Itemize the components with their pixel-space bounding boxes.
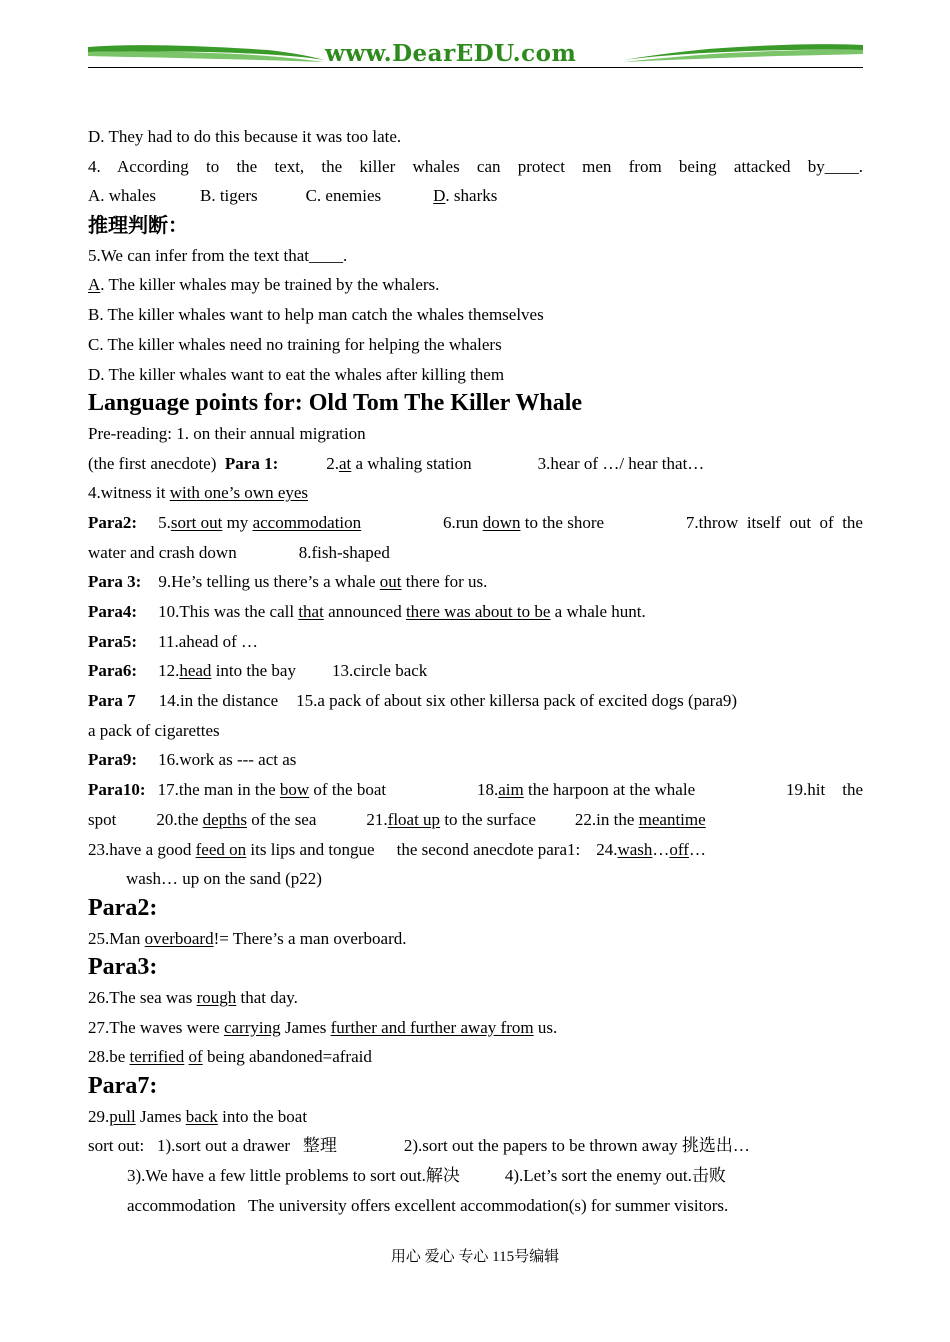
item28-underlined-2: of [188,1047,203,1067]
section-heading-para3: Para3: [88,954,158,981]
q4-option-d: . sharks [445,186,498,206]
item6-rest: to the shore [520,512,605,532]
item24-end: … [688,839,706,859]
item25 [88,924,863,954]
item4-text: 4.witness it [88,483,170,503]
item7: 7.throw itself out of the [685,512,863,532]
item29-num: 29. [88,1106,110,1126]
item29-mid: James [135,1106,186,1126]
item27-text: 27.The waves were [88,1017,224,1037]
lp-item4 [88,478,863,508]
item18-num: 18. [477,780,499,800]
item24-underlined-2: off [669,839,689,859]
item15-example: a pack of excited dogs (para9) [531,691,738,711]
q5-stem: 5.We can infer from the text that____. [88,245,348,265]
item26-rest: that day. [236,987,298,1007]
item25-underlined: overboard [144,928,214,948]
q4-option-b: B. tigers [199,186,258,206]
first-anecdote-label: (the first anecdote) [88,453,217,473]
item17-rest: of the boat [309,780,387,800]
lp-para2-line [88,508,863,538]
para10-label: Para10: [88,780,146,800]
page-header [88,38,863,72]
para9-label: Para9: [88,750,138,770]
q5-option-b: B. The killer whales want to help man catch the whales themselves [88,305,544,325]
q4-option-a: A. whales [88,186,156,206]
item5-mid: my [222,512,253,532]
item12-num: 12. [158,661,180,681]
para1-label: Para 1: [224,453,279,473]
lp-para10-line [88,775,863,805]
q4-stem: 4. According to the text, the killer whales can protect men from being attacked by____. [88,156,863,176]
lp-para6-line [88,656,863,686]
item28-underlined-1: terrified [129,1047,185,1067]
item9-underlined: out [379,572,402,592]
lp-para2-left [88,508,361,538]
lp-para2-cont [88,538,863,568]
item2-num: 2. [326,453,339,473]
item21-num: 21. [366,809,388,829]
item23-rest: its lips and tongue [246,839,375,859]
item20-rest: of the sea [247,809,317,829]
lp-pre-reading: Pre-reading: 1. on their annual migration [88,423,366,443]
item6-text: 6.run [443,512,483,532]
item27-mid: James [280,1017,331,1037]
para3-label: Para 3: [88,572,142,592]
lp-para1-line [88,449,863,479]
item16: 16.work as --- act as [158,750,297,770]
section-heading-inference: 推理判断： [88,213,188,238]
lp-para10-cont [88,805,863,835]
item20-text: 20.the [156,809,203,829]
second-anecdote-label: the second anecdote para1: [396,839,581,859]
item5-underlined-1: sort out [170,512,223,532]
accommodation-example: accommodation The university offers excellent accommodation(s) for summer visitors. [127,1195,729,1215]
item4-underlined: with one’s own eyes [169,483,309,503]
lp-item18 [477,775,695,805]
item17-underlined: bow [279,780,310,800]
lp-para5-line [88,627,863,657]
site-logo-text[interactable]: www.DearEDU.com [325,40,577,67]
q5-answer-letter: A [88,275,101,295]
item20-underlined: depths [202,809,248,829]
lp-item23-line [88,835,863,865]
item28-rest: being abandoned=afraid [202,1047,372,1067]
page-footer: 用心 爱心 专心 115号编辑 [390,1249,560,1265]
sort-out-example-1: sort out: 1).sort out a drawer 整理 [88,1136,337,1156]
item24-num: 24. [596,839,618,859]
item17-text: 17.the man in the [157,780,280,800]
item9-rest: there for us. [401,572,488,592]
sort-out-example-2: 2).sort out the papers to be thrown away 挑选出… [403,1136,750,1156]
item3: 3.hear of …/ hear that… [537,453,705,473]
item2-underlined: at [338,453,352,473]
item23-text: 23.have a good [88,839,196,859]
para6-label: Para6: [88,661,138,681]
sort-out-example-4: 4).Let’s sort the enemy out.击败 [504,1166,726,1186]
item22-underlined: meantime [638,809,706,829]
q5-option-c: C. The killer whales need no training for helping the whalers [88,334,502,354]
sort-out-example-3: 3).We have a few little problems to sort out.解决 [127,1166,460,1186]
item10-rest: a whale hunt. [550,602,646,621]
q4-options [88,181,863,211]
lp-para3-line [88,567,863,597]
item28 [88,1042,863,1072]
item29 [88,1102,863,1132]
item29-rest: into the boat [217,1106,308,1126]
q4-option-c: C. enemies [305,186,382,206]
lp-para9-line [88,745,863,775]
q4-answer-letter: D [433,186,446,206]
item19: 19.hit the [786,780,863,800]
q3-option-d: D. They had to do this because it was too late. [88,127,402,146]
item15: 15.a pack of about six other killers [296,691,532,711]
item26 [88,983,863,1013]
q5-option-d: D. The killer whales want to eat the whales after killing them [88,364,505,384]
item18-rest: the harpoon at the whale [523,780,696,800]
item10-text: 10.This was the call [158,602,299,621]
para4-label: Para4: [88,602,138,621]
item27-underlined-2: further and further away from [330,1017,534,1037]
item23-underlined: feed on [195,839,247,859]
item10-underlined-1: that [298,602,324,621]
item29-underlined-1: pull [109,1106,136,1126]
item10-underlined-2: there was about to be [405,602,551,621]
para5-label: Para5: [88,631,138,651]
section-heading-para7: Para7: [88,1073,158,1099]
item26-text: 26.The sea was [88,987,197,1007]
item26-underlined: rough [196,987,237,1007]
item12-rest: into the bay [211,661,296,681]
item5-underlined-2: accommodation [252,512,362,532]
lp-para4-line [88,597,863,627]
item24-underlined-1: wash [617,839,653,859]
document-body [88,122,863,1220]
item27-rest: us. [533,1017,558,1037]
item25-text: 25.Man [88,928,145,948]
item10-mid: announced [323,602,406,621]
item24-mid: … [652,839,670,859]
item21-underlined: float up [387,809,441,829]
item28-text: 28.be [88,1047,130,1067]
item21-rest: to the surface [440,809,536,829]
item19-continued: spot [88,809,117,829]
item7-continued: water and crash down [88,542,237,562]
lp-para7-cont: a pack of cigarettes [88,720,220,740]
lp-item24-cont: wash… up on the sand (p22) [126,869,322,889]
para2-label: Para2: [88,512,138,532]
language-points-title: Language points for: Old Tom The Killer Whale [88,390,583,417]
item29-underlined-2: back [185,1106,218,1126]
item2-rest: a whaling station [351,453,472,473]
item12-underlined: head [179,661,212,681]
item11: 11.ahead of … [158,631,259,651]
item25-rest: != There’s a man overboard. [213,928,407,948]
header-rule [88,67,863,68]
item5-num: 5. [158,512,171,532]
q5-option-a [88,270,863,300]
item6-underlined: down [482,512,521,532]
section-heading-para2: Para2: [88,894,158,921]
item27 [88,1013,863,1043]
item13: 13.circle back [331,661,428,681]
lp-para7-line [88,686,863,716]
item18-underlined: aim [498,780,524,800]
para7-label: Para 7 [88,691,136,711]
sort-out-line-1 [88,1131,863,1161]
item9-text: 9.He’s telling us there’s a whale [158,572,380,592]
item8: 8.fish-shaped [298,542,390,562]
item22-text: 22.in the [574,809,639,829]
lp-para10-left [88,775,386,805]
item14: 14.in the distance [158,691,279,711]
q5-option-a-text: . The killer whales may be trained by the whalers. [100,275,440,295]
item27-underlined-1: carrying [223,1017,281,1037]
lp-item6 [443,508,604,538]
sort-out-line-2 [88,1161,863,1191]
